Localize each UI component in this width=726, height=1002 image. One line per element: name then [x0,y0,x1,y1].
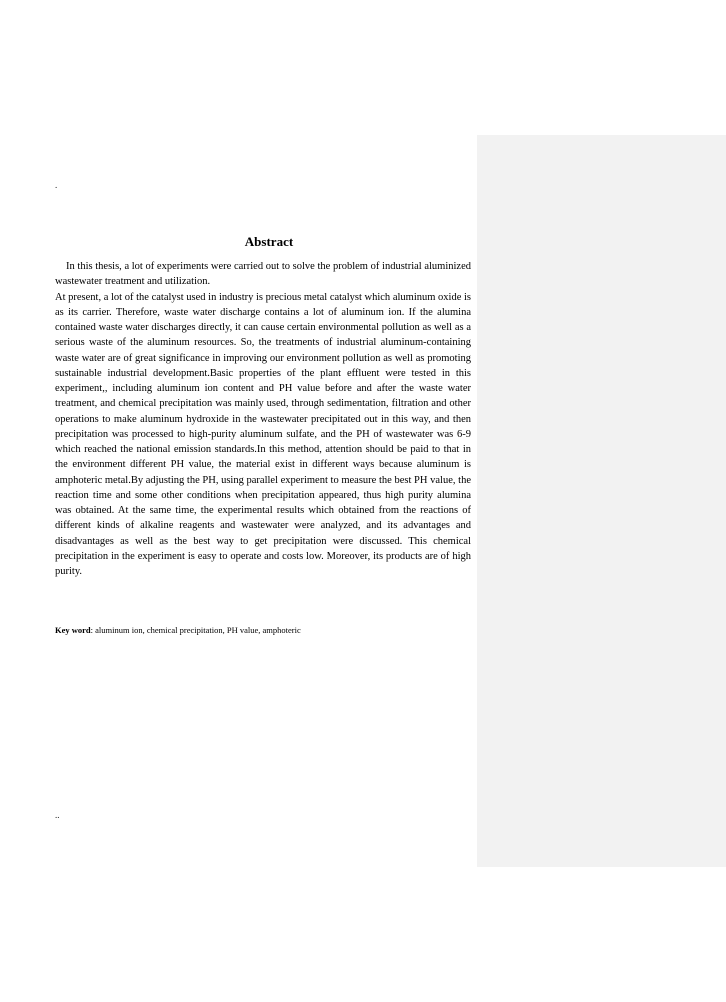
paragraph-mark-top: . [55,180,58,190]
keywords-text: : aluminum ion, chemical precipitation, PH value, amphoteric [90,625,301,635]
abstract-title: Abstract [244,234,294,249]
abstract-paragraph-2: At present, a lot of the catalyst used in industry is precious metal catalyst which aluminum oxide is as its carrier. Therefore, waste water discharge contains a lot of aluminum ion. If the alumina contained waste water discharges directly, it can cause certain environmental pollution as well as a serious waste of the aluminum resources. So, the treatments of industrial aluminum-containing waste water are of great significance in improving our environment pollution as well as promoting sustainable industrial development.Basic properties of the plant effluent were tested in this experiment,, including aluminum ion content and PH value before and after the waste water treatment, and chemical precipitation was mainly used, through sedimentation, filtration and other operations to make aluminum hydroxide in the wastewater precipitated out in this way, and then precipitation was processed to high-purity aluminum sulfate, and the PH of wastewater was 6-9 which reached the national emission standards.In this method, attention should be paid to that in the environment different PH value, the material exist in different ways because aluminum is amphoteric metal.By adjusting the PH, using parallel experiment to measure the best PH value, the reaction time and some other conditions when precipitation appeared, thus high purity alumina was obtained. At the same time, the experimental results which obtained from the reactions of different kinds of alkaline reagents and wastewater were analyzed, and its advantages and disadvantages as well as the best way to get precipitation were discussed. This chemical precipitation in the experiment is easy to operate and costs low. Moreover, its products are of high purity. [55,291,471,577]
paragraph-mark-bottom: .. [55,810,60,820]
abstract-paragraph-1: In this thesis, a lot of experiments were carried out to solve the problem of industrial aluminized wastewater treatment and utilization. [55,261,471,288]
abstract-section [55,233,471,579]
keywords-label: Key word [55,625,91,635]
comment-pane [477,135,726,867]
keywords-line [55,624,471,636]
